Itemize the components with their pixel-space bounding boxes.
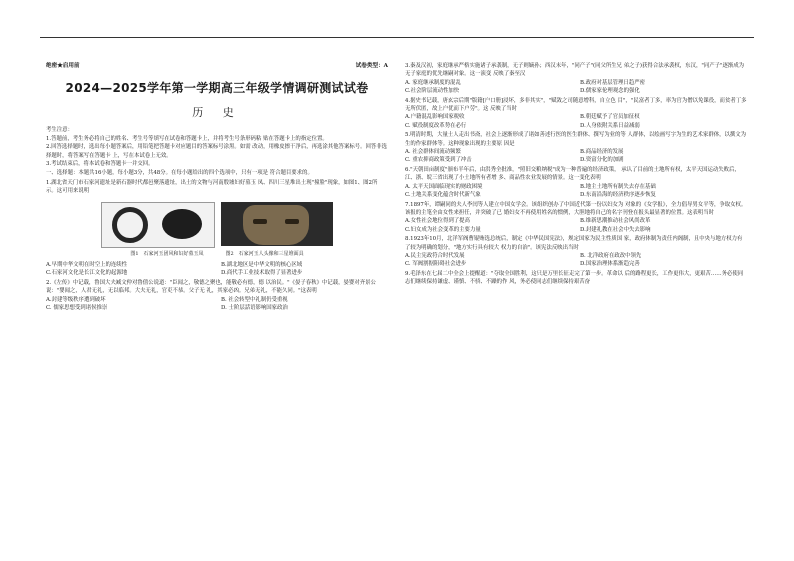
option: A. 太平天国面临现实的财政困境 [405, 183, 483, 190]
option: B.地主土地所有制失去存在基础 [580, 183, 656, 190]
paper-type: 试卷类型：A [355, 63, 388, 69]
question-9-stem: 9.毛泽东在七届二中全会上提醒道："夺取全国胜利，这只是万里长征走完了第一步。革命以 后的路程更长，工作更伟大，更艰苦……务必使同志们继续保持谦虚、谨慎、不骄、不躁的作 风，务必使同志们继续保持艰苦奋 [405, 270, 744, 286]
figure-2-jade-head-mask-image [221, 202, 333, 246]
question-8-stem: 8.1923年10月，北洋军阀曹锟贿选总统后，制定《中华民国宪法》，规定国家为民主性质国 家，政府体制为责任内阁制，且中央与地方权力有了较为明确的划分，"地方实行具有较大 权力的自治"。该宪法反映出当时 [405, 236, 743, 251]
question-8-options [405, 252, 747, 269]
option: C. 重农抑商政策受到了冲击 [405, 157, 472, 164]
right-column [405, 62, 747, 287]
option: A.早期中华文明在时空上的连续性 [46, 262, 128, 269]
question-6-options [405, 183, 747, 200]
option: D. 士阶层話语影响国家政治 [221, 305, 288, 312]
option: B.商品经济的发展 [580, 149, 624, 156]
question-6-stem: 6."天朝田亩制度"颁布半年后，由洪秀全批准，"照旧交粮纳税"成为一种普遍的经济政策， 承认了目前的土地所有权，太平天国运动失败后，江、浙、皖三省出现了小土地所有者增 多、商品性农业发展的情景。这一变化表明 [405, 166, 740, 182]
figure-2-caption: 图2 石家河玉人头像和三星堆面具 [225, 250, 304, 257]
option: C.土地关系变化蕴含时代新气象 [405, 192, 481, 199]
question-2-stem: 2.《左传》中记载，鲁国大夫臧文仲对鲁僖公说道："臣闻之，敬德之聚也，能敬必有德，德 以治民。"《晏子春秋》中记载，晏婴对齐景公说："婴闻之，人君无礼，无以临邦。大夫无礼，官吏不恭。父子无 礼，其家必凶。兄弟无礼，不能久同。"这表明 [46, 279, 376, 295]
option: C.石家河文化是长江文化的起源地 [46, 270, 128, 277]
question-7-options [405, 217, 747, 234]
question-1-figures [46, 202, 388, 248]
question-1-options [46, 261, 388, 278]
question-3-options [405, 79, 747, 96]
option: C. 儒家思想受到诸侯推崇 [46, 305, 108, 312]
option: B. 北洋政府在政改中领先 [580, 252, 642, 259]
confidential-mark: 绝密★启用前 [46, 63, 80, 69]
subject-title: 历 史 [192, 106, 242, 120]
figure-1-caption: 图1 石家河玉团风和妇好墓玉凤 [130, 250, 204, 257]
figure-1-jade-phoenix-image [101, 202, 215, 248]
section-heading: 一、选择题：本题共16小题，每小题3分，共48分。在每小题给出的四个选项中，只有一项是 符合题目要求的。 [46, 170, 313, 177]
top-rule [40, 37, 754, 38]
option: A. 家庭继承制度的混乱 [405, 79, 461, 86]
question-2-options [46, 296, 388, 313]
option: D.人身依附关系日益减弱 [580, 122, 640, 129]
question-4-stem: 4.据史书记载，唐玄宗后期"版籍[户口册]浸坏，多非其实"，"赋敛之司随意增科，自立色 目"，"民富者丁多，率为官为僧以免课役，而贫者丁多无所伏匿，故上户优而下户劳"。这 反映了当时 [405, 97, 747, 113]
question-4-options [405, 113, 747, 130]
question-1-stem: 1.湖北省天门市石家河遗址是新石器时代都邑聚落遗址，出土的文物与河南殷墟妇好墓玉 凤、四川三星堆出土现"撞脸"现象，如图1、图2所示。这可用来说明 [46, 179, 378, 195]
option: C.妇女成为社会变革的主要力量 [405, 226, 481, 233]
notice-item: 1.答题前，考生务必将自己的姓名、考生号等填写在试卷和答题卡上，并将考生号条形码粘 贴在答题卡上的指定位置。 [46, 135, 328, 142]
option: B.湖北地区是中华文明的核心区域 [221, 262, 303, 269]
page-header [46, 62, 388, 70]
notice-heading: 考生注意： [46, 127, 73, 134]
option: B.维新思潮推动社会风尚改革 [580, 218, 651, 225]
figure-captions [46, 250, 388, 258]
question-3-stem: 3.秦及汉初，家庭继承严格实施诸子承袭制，无子则嫡孙；西汉末年，"同产子"(同父所生兄 弟之子)获得合法承袭权，东汉，"同产子"逐渐成为无子家庭的优先继嗣对象。这一演变 反映了秦至汉 [405, 63, 745, 78]
option: B.政府对基层管理日趋严密 [580, 79, 645, 86]
option: C. 军阀割据阻碍社会进步 [405, 261, 467, 268]
exam-title: 2024—2025学年第一学期高三年级学情调研测试试卷 [65, 81, 369, 96]
option: B.朝廷赋予了官员加征权 [580, 114, 640, 121]
option: A.女性社会地位得到了提高 [405, 218, 470, 225]
option: C.社会阶层流动性加快 [405, 88, 460, 95]
question-5-stem: 5.明清时期，大量士人走出书斋，社会上逐渐形成了诸如善述行医的医生群体、撰写为业的等 人群体，以绘画写字为生的艺术家群体，以撰文为生的作家群体等。这种现象出现的主要原 因是 [405, 132, 747, 147]
option: A.民主宪政符合时代发展 [405, 252, 465, 259]
option: B. 社会转型中礼制仍受重视 [221, 296, 288, 303]
left-column [46, 62, 388, 313]
option: D.儒家家伦理观念的强化 [580, 88, 640, 95]
option: A. 社会群体间流动频繁 [405, 149, 461, 156]
question-7-stem: 7.1897年，谭嗣同的夫人李闰等人建立中国女学会。该组织创办了中国近代第一份以妇女为 对象的《女学报》，全力倡导男女平等，争取女权。该报的主笔全由女性来担任，并突破了已 婚妇女不再使用姓名的惯例，大胆地将自己的名字刊登在报头最显著的位置。这表明当时 [405, 201, 747, 216]
notice-item: 3.考试结束后，将本试卷和答题卡一并交回。 [46, 161, 154, 168]
option: C. 赋役制度改革势在必行 [405, 122, 467, 129]
option: D.商代手工业技术取得了显著进步 [221, 270, 303, 277]
option: D.封建礼教在社会中失去影响 [580, 226, 651, 233]
question-5-options [405, 148, 747, 165]
option: A.封建等级秩序遭到破坏 [46, 296, 106, 303]
option: D.资富分化的加剧 [580, 157, 624, 164]
option: A.户籍混乱影响国家税收 [405, 114, 465, 121]
option: D.东南沿海的经济秩序逐步恢复 [580, 192, 656, 199]
option: D.国家治理体系渐趋完善 [580, 261, 640, 268]
notice-item: 2.回答选择题时，选出每小题答案后，用铅笔把答题卡对应题目的答案标号涂黑。如需 改动，用橡皮擦干净后，再选涂其他答案标号。回答非选择题时，将答案写在答题卡 上，写在本试卷上无效。 [46, 144, 388, 159]
